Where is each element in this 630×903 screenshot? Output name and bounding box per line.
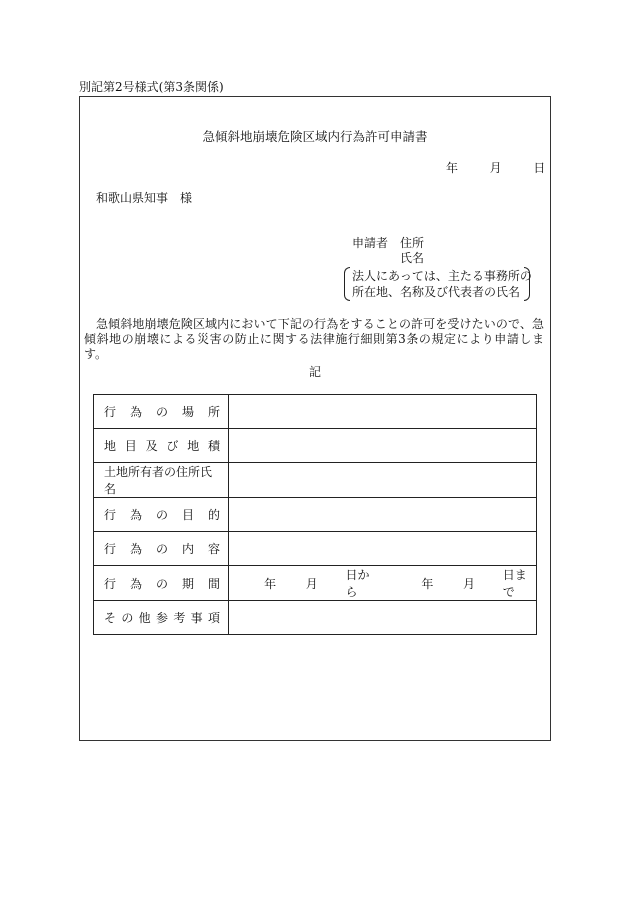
period-end-month: 月	[462, 576, 475, 591]
row-label-char: 間	[207, 576, 220, 591]
row-label-char: 他	[138, 611, 151, 625]
row-label	[94, 609, 228, 626]
period-start-year: 年	[264, 576, 277, 591]
row-value-cell[interactable]	[229, 601, 537, 635]
row-label-char: 事	[190, 611, 203, 625]
row-value-cell[interactable]	[229, 429, 537, 463]
row-label-char: 目	[181, 508, 194, 522]
corporate-note-line1: 法人にあっては、主たる事務所の	[352, 269, 532, 283]
application-statement: 急傾斜地崩壊危険区域内において下記の行為をすることの許可を受けたいので、急傾斜地の崩壊による災害の防止に関する法律施行細則第3条の規定により申請します。	[84, 317, 544, 361]
row-label-char: 為	[129, 508, 142, 522]
date-line	[446, 161, 545, 175]
row-label-cell	[94, 498, 229, 532]
row-value-cell[interactable]	[229, 395, 537, 429]
row-label-char: 為	[129, 542, 142, 556]
row-label-char: の	[121, 611, 134, 625]
row-label-cell	[94, 566, 229, 601]
row-label-char: 及	[145, 439, 158, 453]
row-label	[94, 403, 228, 420]
date-year: 年	[446, 161, 459, 175]
table-row	[94, 395, 537, 429]
applicant-label: 申請者	[352, 236, 389, 250]
row-label-char: 期	[181, 576, 194, 591]
form-title: 急傾斜地崩壊危険区域内行為許可申請書	[202, 129, 428, 144]
date-month: 月	[489, 161, 502, 175]
row-label-char: 考	[173, 611, 186, 625]
row-label-char: 内	[181, 542, 194, 556]
row-label-char: 参	[155, 611, 168, 625]
row-label-char: 為	[129, 405, 142, 419]
table-row	[94, 532, 537, 566]
row-label-char: 地	[187, 439, 200, 453]
table-row	[94, 566, 537, 601]
table-row	[94, 498, 537, 532]
row-label	[94, 463, 228, 497]
left-bracket	[344, 267, 350, 301]
period-range	[229, 566, 536, 600]
row-label-char: び	[166, 439, 179, 453]
form-reference: 別記第2号様式(第3条関係)	[79, 80, 224, 94]
row-label-cell	[94, 463, 229, 498]
row-label	[94, 575, 228, 592]
row-label-char: 行	[104, 576, 117, 591]
row-label-char: の	[155, 405, 168, 419]
table-row	[94, 601, 537, 635]
row-label-char: 場	[181, 405, 194, 419]
row-value-cell[interactable]	[229, 566, 537, 601]
row-label-char: 所	[207, 405, 220, 419]
date-day: 日	[533, 161, 546, 175]
row-label-char: 行	[104, 405, 117, 419]
period-end-day: 日まで	[502, 568, 527, 599]
table-row	[94, 463, 537, 498]
applicant-name-label: 氏名	[400, 251, 425, 265]
row-label-char: 的	[207, 508, 220, 522]
period-start-day: 日から	[345, 568, 370, 599]
row-label-char: 為	[129, 576, 142, 591]
corporate-note	[344, 267, 530, 303]
row-value-cell[interactable]	[229, 463, 537, 498]
row-label-char: の	[155, 576, 168, 591]
row-label-char: そ	[104, 611, 117, 625]
row-label-char: 容	[207, 542, 220, 556]
addressee: 和歌山県知事 様	[96, 191, 193, 205]
row-label-char: 行	[104, 542, 117, 556]
row-label-char: の	[155, 508, 168, 522]
application-table	[93, 394, 537, 635]
row-label-char: 積	[207, 439, 220, 453]
table-row	[94, 429, 537, 463]
row-label-cell	[94, 601, 229, 635]
period-end-year: 年	[421, 576, 434, 591]
row-label-char: 行	[104, 508, 117, 522]
ki-heading: 記	[308, 365, 321, 379]
corporate-note-line2: 所在地、名称及び代表者の氏名	[352, 285, 521, 299]
row-label-char: 地	[104, 439, 117, 453]
row-label	[94, 540, 228, 557]
row-label-cell	[94, 532, 229, 566]
row-value-cell[interactable]	[229, 498, 537, 532]
row-label	[94, 506, 228, 523]
row-label-char: の	[155, 542, 168, 556]
applicant-address-label: 住所	[400, 236, 425, 250]
row-label-char: 項	[207, 611, 220, 625]
row-label-char: 目	[124, 439, 137, 453]
row-label	[94, 437, 228, 454]
row-label-text: 土地所有者の住所氏名	[104, 465, 213, 496]
period-start-month: 月	[305, 576, 318, 591]
row-label-cell	[94, 395, 229, 429]
row-value-cell[interactable]	[229, 532, 537, 566]
right-bracket	[524, 267, 530, 301]
row-label-cell	[94, 429, 229, 463]
